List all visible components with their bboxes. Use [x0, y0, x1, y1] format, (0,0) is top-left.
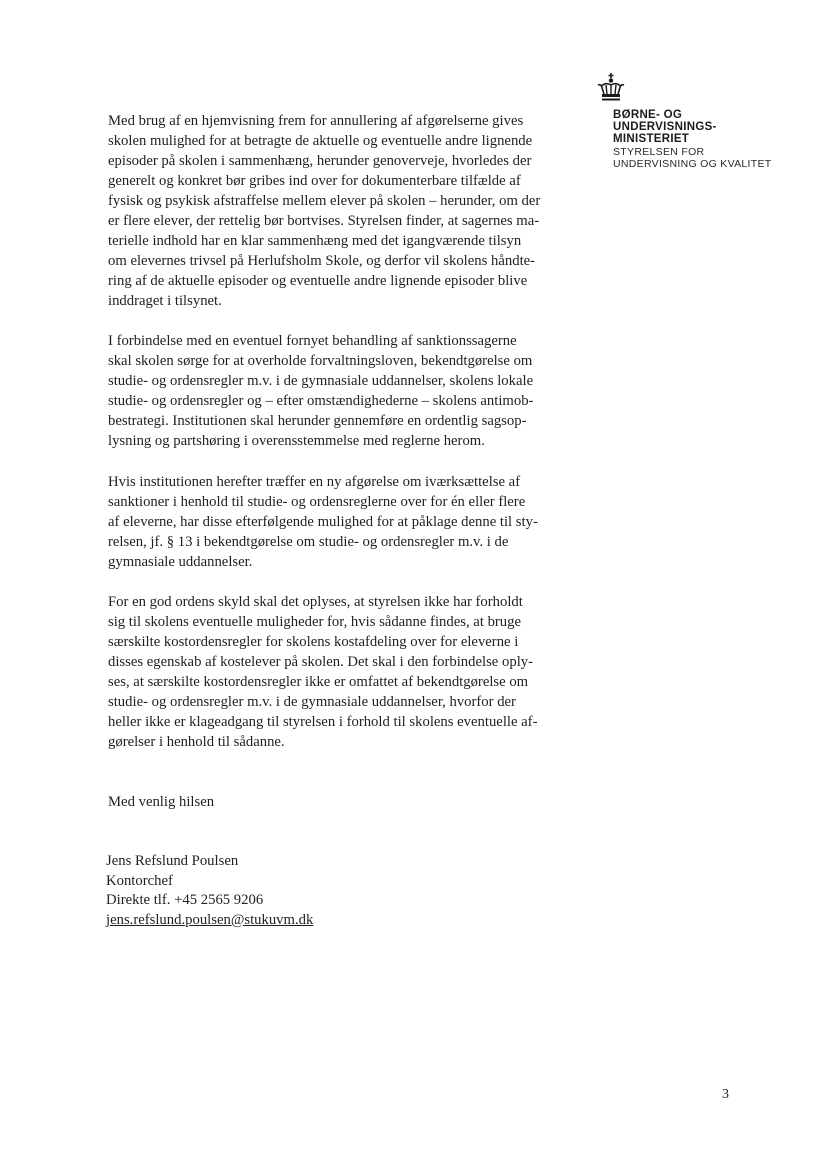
text-line: sanktioner i henhold til studie- og ordensreglerne over for én eller flere: [108, 494, 526, 510]
text-line: heller ikke er klageadgang til styrelsen i forhold til skolens eventuelle af-: [108, 714, 538, 730]
logo-text-line: UNDERVISNING OG KVALITET: [613, 158, 772, 170]
text-line: af eleverne, har disse efterfølgende mulighed for at påklage denne til sty-: [108, 514, 538, 530]
text-line: inddraget i tilsynet.: [108, 293, 222, 309]
text-line: relsen, jf. § 13 i bekendtgørelse om studie- og ordensregler m.v. i de: [108, 534, 509, 550]
text-line: gørelser i henhold til sådanne.: [108, 734, 285, 750]
text-line: ses, at særskilte kostordensregler ikke er omfattet af bekendtgørelse om: [108, 674, 529, 690]
text-line: disses egenskab af kostelever på skolen. Det skal i den forbindelse oply-: [108, 654, 534, 670]
paragraph-1: [108, 111, 540, 311]
text-line: bestrategi. Institutionen skal herunder gennemføre en ordentlig sagsop-: [108, 413, 527, 429]
logo-text-line: STYRELSEN FOR: [613, 146, 705, 158]
logo-text-line: UNDERVISNINGS-: [613, 121, 717, 133]
paragraph-3: [108, 472, 538, 572]
royal-crown-icon: [595, 72, 627, 104]
text-line: I forbindelse med en eventuel fornyet behandling af sanktionssagerne: [108, 333, 517, 349]
signature-block: [106, 852, 313, 930]
text-line: episoder på skolen i sammenhæng, herunder genoverveje, hvorledes der: [108, 153, 532, 169]
text-line: Hvis institutionen herefter træffer en ny afgørelse om iværksættelse af: [108, 474, 521, 490]
paragraph-2: [108, 331, 533, 451]
signer-title: Kontorchef: [106, 872, 173, 889]
text-line: ring af de aktuelle episoder og eventuelle andre lignende episoder blive: [108, 273, 528, 289]
text-line: fysisk og psykisk afstraffelse mellem elever på skolen – herunder, om der: [108, 193, 541, 209]
text-line: om elevernes trivsel på Herlufsholm Skole, og derfor vil skolens håndte-: [108, 253, 536, 269]
text-line: særskilte kostordensregler for skolens kostafdeling over for eleverne i: [108, 634, 519, 650]
text-line: skolen mulighed for at betragte de aktuelle og eventuelle andre lignende: [108, 133, 533, 149]
text-line: skal skolen sørge for at overholde forvaltningsloven, bekendtgørelse om: [108, 353, 533, 369]
logo-text-line: BØRNE- OG: [613, 109, 683, 121]
logo-text-line: MINISTERIET: [613, 133, 690, 145]
text-line: studie- og ordensregler m.v. i de gymnasiale uddannelser, skolens lokale: [108, 373, 534, 389]
text-line: For en god ordens skyld skal det oplyses, at styrelsen ikke har forholdt: [108, 594, 523, 610]
text-line: Med brug af en hjemvisning frem for annullering af afgørelserne gives: [108, 113, 524, 129]
text-line: sig til skolens eventuelle muligheder for, hvis sådanne findes, at bruge: [108, 614, 522, 630]
page-number: 3: [722, 1087, 729, 1102]
signer-phone: Direkte tlf. +45 2565 9206: [106, 892, 264, 908]
text-line: lysning og partshøring i overensstemmelse med reglerne herom.: [108, 433, 485, 449]
text-line: gymnasiale uddannelser.: [108, 554, 253, 570]
text-line: terielle indhold har en klar sammenhæng med det igangværende tilsyn: [108, 233, 522, 249]
text-line: er flere elever, der rettelig bør bortvises. Styrelsen finder, at sagernes ma-: [108, 213, 540, 229]
closing-salutation: Med venlig hilsen: [108, 794, 215, 810]
paragraph-4: [108, 592, 537, 752]
signer-email-link[interactable]: jens.refslund.poulsen@stukuvm.dk: [106, 911, 314, 928]
signer-name: Jens Refslund Poulsen: [106, 853, 239, 869]
text-line: studie- og ordensregler m.v. i de gymnasiale uddannelser, hvorfor der: [108, 694, 516, 710]
text-line: studie- og ordensregler og – efter omstændighederne – skolens antimob-: [108, 393, 534, 409]
text-line: generelt og konkret bør gribes ind over for dokumenterbare tilfælde af: [108, 173, 521, 189]
